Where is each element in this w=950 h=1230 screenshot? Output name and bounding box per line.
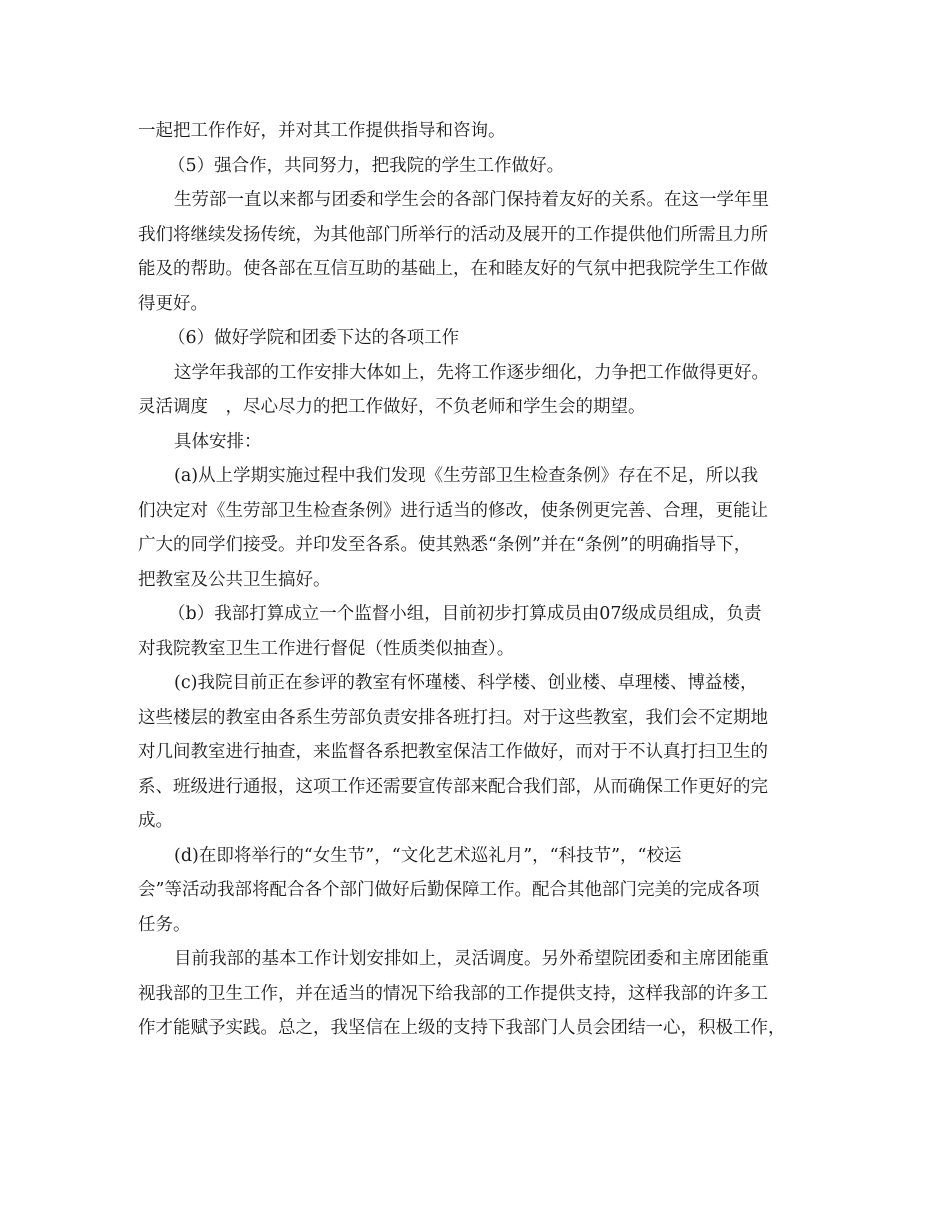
- text-line: 这学年我部的工作安排大体如上，先将工作逐步细化，力争把工作做得更好。: [174, 362, 769, 383]
- text-line: 一起把工作作好，并对其工作提供指导和咨询。: [138, 121, 506, 141]
- text-line: 们决定对《生劳部卫生检查条例》进行适当的修改，使条例更完善、合理，更能让: [138, 500, 768, 521]
- text-line: 对几间教室进行抽查，来监督各系把教室保洁工作做好，而对于不认真打扫卫生的: [138, 742, 768, 762]
- text-line: (d)在即将举行的“女生节”，“文化艺术巡礼月”，“科技节”，“校运: [174, 845, 682, 866]
- text-line: 作才能赋予实践。总之，我坚信在上级的支持下我部门人员会团结一心，积极工作，: [138, 1018, 786, 1038]
- text-line: 把教室及公共卫生搞好。: [138, 569, 331, 590]
- text-line: 对我院教室卫生工作进行督促（性质类似抽查）。: [138, 638, 515, 659]
- text-line: 具体安排：: [174, 431, 262, 452]
- text-line: 我们将继续发扬传统，为其他部门所举行的活动及展开的工作提供他们所需且力所: [138, 224, 768, 245]
- text-line: 系、班级进行通报，这项工作还需要宣传部来配合我们部，从而确保工作更好的完: [138, 776, 768, 797]
- text-line: 生劳部一直以来都与团委和学生会的各部门保持着友好的关系。在这一学年里: [174, 190, 769, 210]
- text-line: 这些楼层的教室由各系生劳部负责安排各班打扫。对于这些教室，我们会不定期地: [138, 707, 768, 728]
- text-line: (a)从上学期实施过程中我们发现《生劳部卫生检查条例》存在不足，所以我: [174, 466, 759, 486]
- text-line: 视我部的卫生工作，并在适当的情况下给我部的工作提供支持，这样我部的许多工: [138, 983, 768, 1004]
- text-line: 任务。: [138, 914, 191, 935]
- text-line: 广大的同学们接受。并印发至各系。使其熟悉“条例”并在“条例”的明确指导下，: [138, 535, 752, 555]
- text-line: 成。: [138, 811, 173, 831]
- text-line: 会”等活动我部将配合各个部门做好后勤保障工作。配合其他部门完美的完成各项: [138, 880, 760, 900]
- text-line: （5）强合作，共同努力，把我院的学生工作做好。: [168, 155, 565, 176]
- text-line: 目前我部的基本工作计划安排如上，灵活调度。另外希望院团委和主席团能重: [174, 949, 769, 969]
- text-line: （6）做好学院和团委下达的各项工作: [168, 328, 460, 348]
- text-line: 灵活调度 ，尽心尽力的把工作做好，不负老师和学生会的期望。: [138, 397, 646, 417]
- document-body: [138, 114, 818, 1046]
- text-line: 得更好。: [138, 293, 208, 314]
- text-line: (c)我院目前正在参评的教室有怀瑾楼、科学楼、创业楼、卓理楼、博益楼，: [174, 673, 758, 693]
- text-line: （b）我部打算成立一个监督小组，目前初步打算成员由07级成员组成，负责: [168, 604, 762, 624]
- text-line: 能及的帮助。使各部在互信互助的基础上，在和睦友好的气氛中把我院学生工作做: [138, 259, 768, 279]
